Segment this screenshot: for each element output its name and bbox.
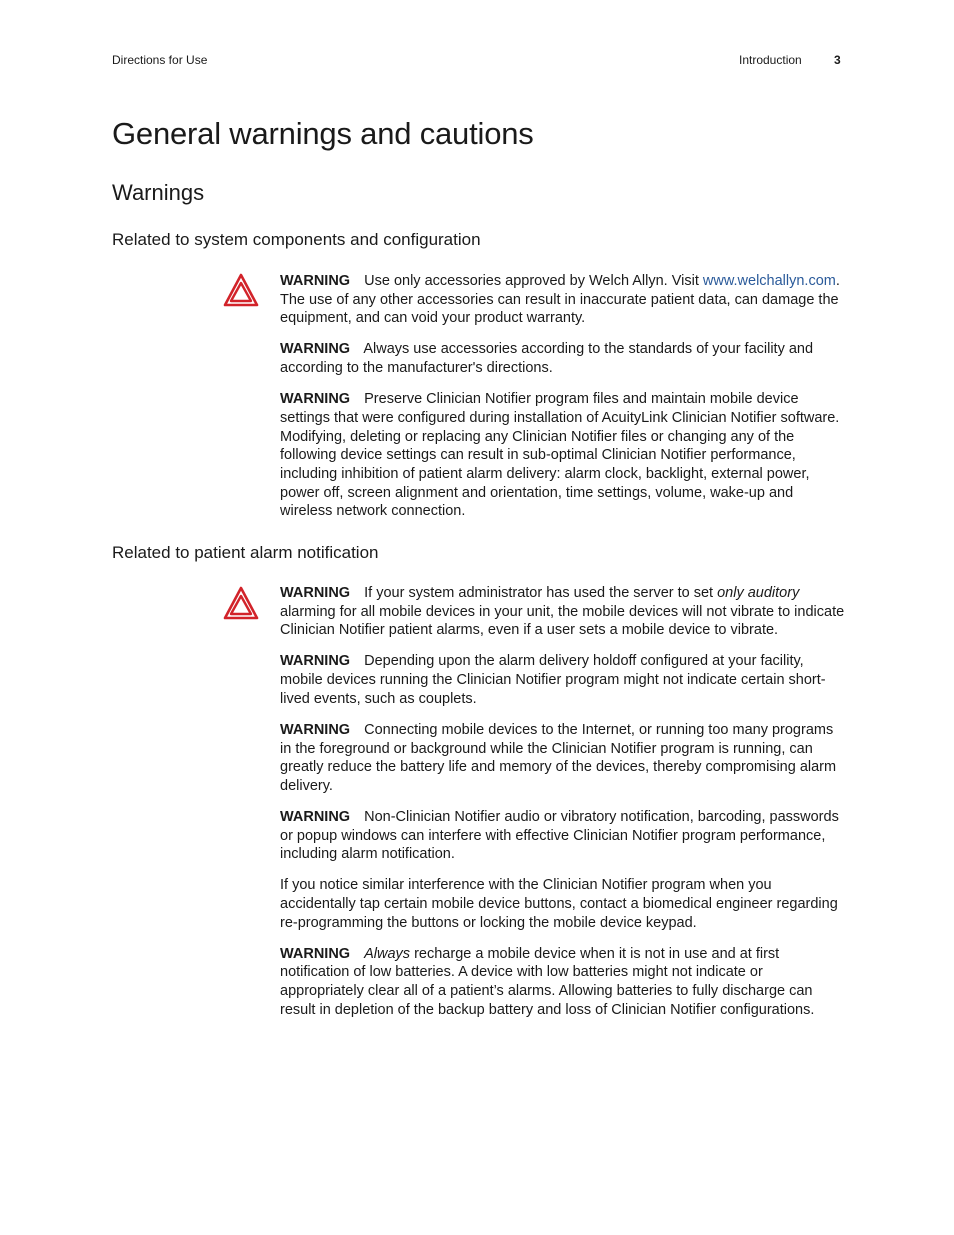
warnings-system-components bbox=[280, 272, 845, 533]
warning-paragraph bbox=[280, 272, 845, 328]
subsection-heading-patient-alarm: Related to patient alarm notification bbox=[112, 543, 379, 562]
warning-paragraph bbox=[280, 340, 845, 377]
warning-paragraph bbox=[280, 721, 845, 796]
warning-text: Always use accessories according to the standards of your facility and according to the manufacturer's directions. bbox=[280, 341, 814, 377]
page-title: General warnings and cautions bbox=[112, 116, 534, 151]
warning-text: Non-Clinician Notifier audio or vibratory notification, barcoding, passwords or popup windows can interfere with effective Clinician Notifier program performance, including alarm notification. bbox=[280, 808, 839, 863]
warning-text: If your system administrator has used the server to set bbox=[364, 585, 714, 601]
warning-label: WARNING bbox=[280, 653, 351, 670]
emphasis-text: Always bbox=[364, 945, 411, 962]
running-header-section: Introduction bbox=[739, 53, 802, 67]
warning-label: WARNING bbox=[280, 391, 351, 408]
warning-triangle-icon bbox=[223, 273, 259, 307]
warning-paragraph bbox=[280, 945, 845, 1020]
warning-paragraph bbox=[280, 808, 845, 864]
welchallyn-link[interactable]: www.welchallyn.com bbox=[702, 273, 836, 289]
warning-text: . The use of any other accessories can result in inaccurate patient data, can damage the equipment, and can void your product warranty. bbox=[280, 273, 840, 327]
warning-label: WARNING bbox=[280, 273, 351, 289]
warning-label: WARNING bbox=[280, 808, 351, 825]
warning-label: WARNING bbox=[280, 721, 351, 738]
warning-label: WARNING bbox=[280, 341, 351, 358]
subsection-heading-system-components: Related to system components and configuration bbox=[112, 230, 481, 249]
section-title: Warnings bbox=[112, 180, 205, 205]
running-header-left: Directions for Use bbox=[112, 53, 208, 67]
warnings-patient-alarm bbox=[280, 584, 845, 1032]
warning-paragraph bbox=[280, 390, 845, 521]
warning-text: Preserve Clinician Notifier program files and maintain mobile device settings that were configured during installation of AcuityLink Clinician Notifier software. Modifying, deleting or replacing any Clinician Notifier files or changing any of the following device settings can result in sub-optimal Clinician Notifier performance, including inhibition of patient alarm delivery: alarm clock, backlight, external power, power off, screen alignment and orientation, time settings, volume, wake-up and wireless network connection. bbox=[280, 391, 840, 520]
warning-text: recharge a mobile device when it is not in use and at first notification of low batteries. A device with low batteries might not indicate or appropriately clear all of a patient’s alarms. Allowing batteries to fully discharge can result in depletion of the backup battery and loss of Clinician Notifier configurations. bbox=[280, 945, 815, 1018]
warning-triangle-icon bbox=[223, 586, 259, 620]
note-paragraph: If you notice similar interference with the Clinician Notifier program when you accidentally tap certain mobile device buttons, contact a biomedical engineer regarding re-programming the buttons or locking the mobile device keypad. bbox=[280, 877, 838, 931]
warning-label: WARNING bbox=[280, 945, 351, 962]
warning-label: WARNING bbox=[280, 585, 351, 601]
warning-paragraph bbox=[280, 652, 845, 708]
page-number: 3 bbox=[834, 53, 841, 67]
emphasis-text: only auditory bbox=[717, 585, 800, 601]
warning-paragraph bbox=[280, 584, 845, 640]
warning-text: Use only accessories approved by Welch Allyn. Visit bbox=[364, 273, 699, 289]
warning-text: Depending upon the alarm delivery holdoff configured at your facility, mobile devices running the Clinician Notifier program might not indicate certain short-lived events, such as couplets. bbox=[280, 653, 826, 707]
warning-text: Connecting mobile devices to the Internet, or running too many programs in the foreground or background while the Clinician Notifier program is running, can greatly reduce the battery life and memory of the devices, thereby compromising alarm delivery. bbox=[280, 721, 837, 794]
warning-text: alarming for all mobile devices in your unit, the mobile devices will not vibrate to indicate Clinician Notifier patient alarms, even if a user sets a mobile device to vibrate. bbox=[280, 603, 845, 639]
